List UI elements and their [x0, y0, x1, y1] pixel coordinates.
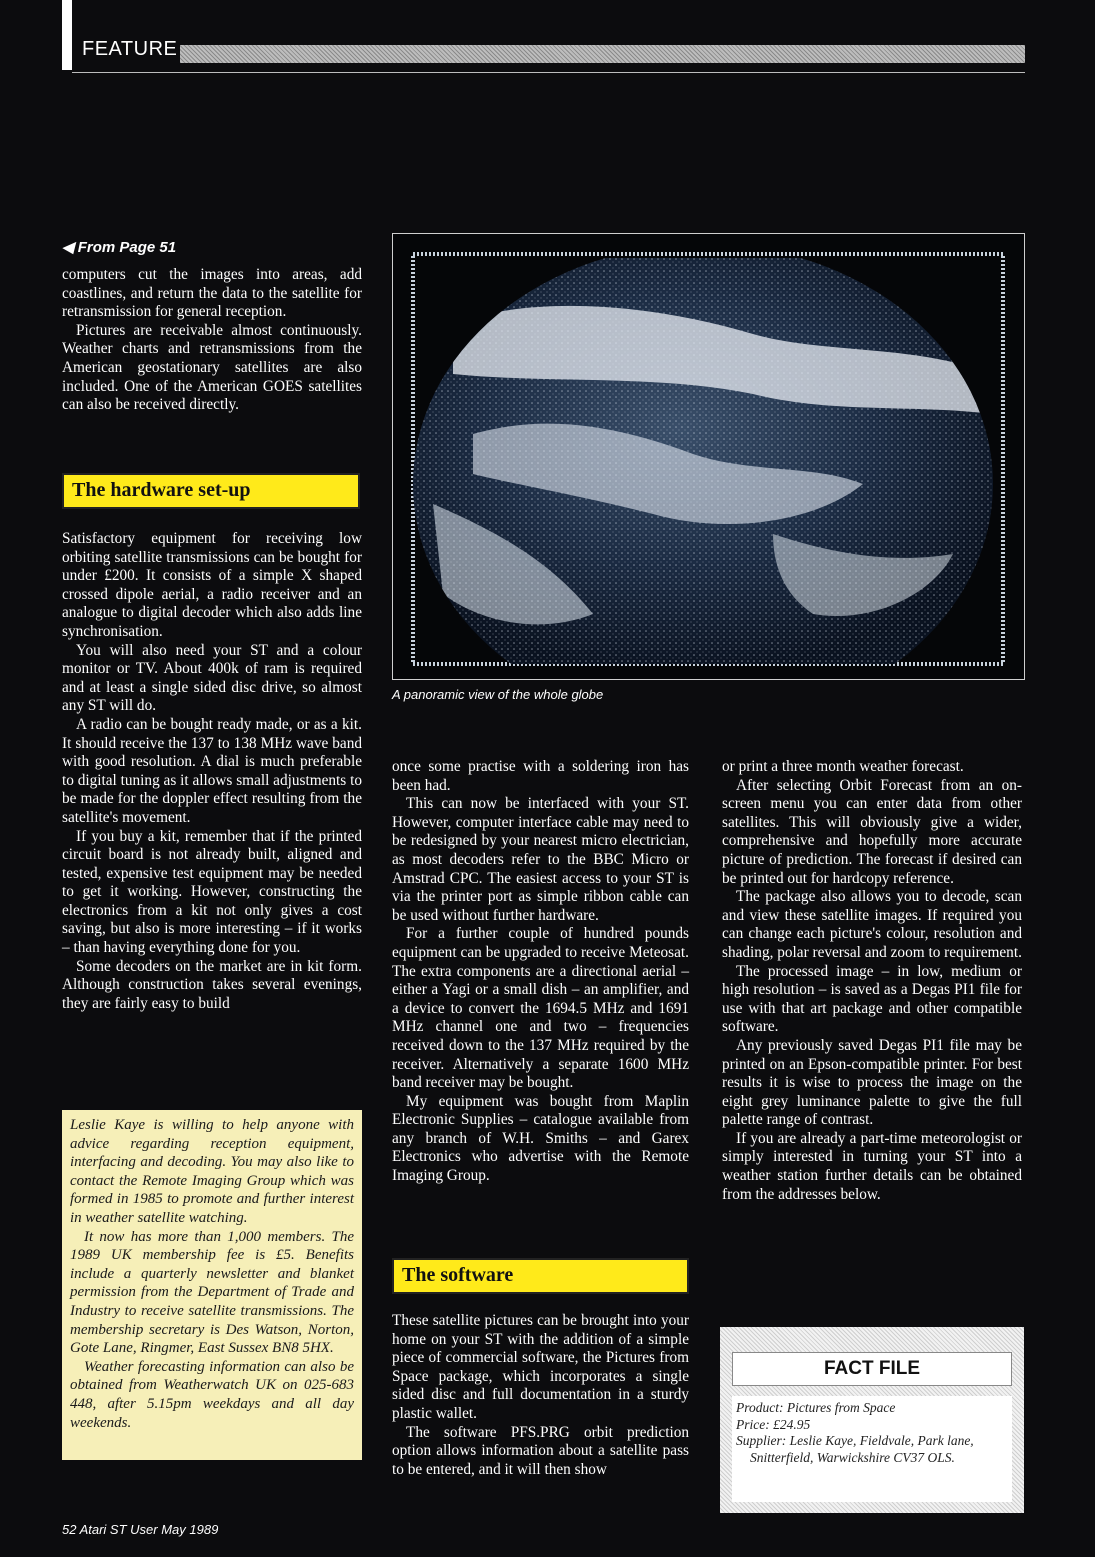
- header-pattern-strip: [180, 45, 1025, 63]
- paragraph: My equipment was bought from Maplin Electronic Supplies – catalogue available from any branch of W.H. Smiths – and Garex Electronics who advertise with the Remote Imaging Group.: [392, 1092, 689, 1185]
- software-text: [392, 1312, 689, 1479]
- fact-supplier-line-2: Snitterfield, Warwickshire CV37 OLS.: [750, 1449, 955, 1465]
- paragraph: The processed image – in low, medium or high resolution – is saved as a Degas PI1 file for use with that art package and other compatible software.: [722, 962, 1022, 1036]
- paragraph: Weather forecasting information can also be obtained from Weatherwatch UK on 025-683 448, after 5.15pm weekdays and all day weekends.: [70, 1358, 354, 1431]
- paragraph: If you buy a kit, remember that if the printed circuit board is not already built, aligned and tested, expensive test equipment may be needed to get it working. However, constructing the electronics from a kit not only gives a cost saving, but also is more interesting – if it works – than having everything done for you.: [62, 827, 362, 957]
- header-bar: [62, 0, 72, 70]
- software-heading: The software: [392, 1258, 689, 1294]
- paragraph: computers cut the images into areas, add coastlines, and return the data to the satellite for retransmission for general reception.: [62, 266, 362, 321]
- globe-photo: [392, 233, 1025, 680]
- section-label: FEATURE: [82, 38, 178, 60]
- paragraph: Some decoders on the market are in kit form. Although construction takes several evenings, they are fairly easy to build: [62, 957, 362, 1012]
- fact-price: Price: £24.95: [736, 1416, 811, 1432]
- paragraph: once some practise with a soldering iron has been had.: [392, 758, 689, 794]
- fact-file-details: [732, 1396, 1012, 1502]
- paragraph: A radio can be bought ready made, or as a kit. It should receive the 137 to 138 MHz wave band with good resolution. A dial is much preferable to digital tuning as it allows small adjustments to be made for the doppler effect resulting from the satellite's movement.: [62, 715, 362, 826]
- column-two-text: [392, 758, 689, 1186]
- paragraph: For a further couple of hundred pounds equipment can be upgraded to receive Meteosat. The extra components are a directional aerial – either a Yagi or a small dish – an amplifier, and a device to convert the 1694.5 MHz and 1691 MHz channel one and two – frequencies received down to the 137 MHz required by the receiver. Alternatively a separate 1600 MHz band receiver may be bought.: [392, 925, 689, 1092]
- paragraph: Pictures are receivable almost continuously. Weather charts and retransmissions from the American geostationary satellites are also included. One of the American GOES satellites can also be received directly.: [62, 321, 362, 414]
- paragraph: Satisfactory equipment for receiving low orbiting satellite transmissions can be bought for under £200. It consists of a simple X shaped crossed dipole aerial, a radio receiver and an analogue to digital decoder which also adds line synchronisation.: [62, 530, 362, 640]
- continued-from-label: ◀ From Page 51: [62, 239, 177, 256]
- fact-product: Product: Pictures from Space: [736, 1400, 896, 1415]
- paragraph: After selecting Orbit Forecast from an on-screen menu you can enter data from other satellites. This will obviously give a wider, comprehensive and hopefully more accurate picture of prediction. The forecast if desired can be printed out for hardcopy reference.: [722, 776, 1022, 887]
- paragraph: Leslie Kaye is willing to help anyone with advice regarding reception equipment, interfacing and decoding. You may also like to contact the Remote Imaging Group which was formed in 1985 to promote and further interest in weather satellite watching.: [70, 1117, 354, 1226]
- info-box: [62, 1110, 362, 1460]
- fact-supplier-line-1: Supplier: Leslie Kaye, Fieldvale, Park lane,: [736, 1433, 974, 1448]
- intro-text: [62, 266, 362, 415]
- globe-image: [393, 234, 1024, 679]
- photo-caption: A panoramic view of the whole globe: [392, 687, 604, 702]
- column-three-text: [722, 758, 1022, 1204]
- hardware-text: [62, 530, 362, 1013]
- fact-file-title: FACT FILE: [732, 1352, 1012, 1386]
- paragraph: These satellite pictures can be brought into your home on your ST with the addition of a simple piece of commercial software, the Pictures from Space package, which incorporates a single sided disc and full documentation in a sturdy plastic wallet.: [392, 1312, 689, 1422]
- paragraph: The software PFS.PRG orbit prediction option allows information about a satellite pass to be entered, and it will then show: [392, 1423, 689, 1478]
- paragraph: Any previously saved Degas PI1 file may be printed on an Epson-compatible printer. For best results it is wise to process the image on the eight grey luminance palette to give the full palette range of contrast.: [722, 1036, 1022, 1129]
- page-footer: 52 Atari ST User May 1989: [62, 1522, 219, 1537]
- paragraph: It now has more than 1,000 members. The 1989 UK membership fee is £5. Benefits include a quarterly newsletter and blanket permission from the Department of Trade and Industry to receive satellite transmissions. The membership secretary is Des Watson, Norton, Gote Lane, Ringmer, East Sussex BN8 5HX.: [70, 1228, 354, 1357]
- paragraph: If you are already a part-time meteorologist or simply interested in turning your ST into a weather station further details can be obtained from the addresses below.: [722, 1129, 1022, 1203]
- paragraph: This can now be interfaced with your ST. However, computer interface cable may need to be redesigned by your nearest micro electrician, as most decoders refer to the BBC Micro or Amstrad CPC. The easiest access to your ST is via the printer port as simple ribbon cable can be used without further hardware.: [392, 795, 689, 924]
- paragraph: or print a three month weather forecast.: [722, 758, 964, 775]
- header-rule: [72, 72, 1025, 73]
- paragraph: You will also need your ST and a colour monitor or TV. About 400k of ram is required and at least a single sided disc drive, so almost any ST will do.: [62, 641, 362, 715]
- hardware-heading: The hardware set-up: [62, 473, 360, 509]
- paragraph: The package also allows you to decode, scan and view these satellite images. If required you can change each picture's colour, resolution and shading, polar reversal and zoom to requirement.: [722, 888, 1022, 961]
